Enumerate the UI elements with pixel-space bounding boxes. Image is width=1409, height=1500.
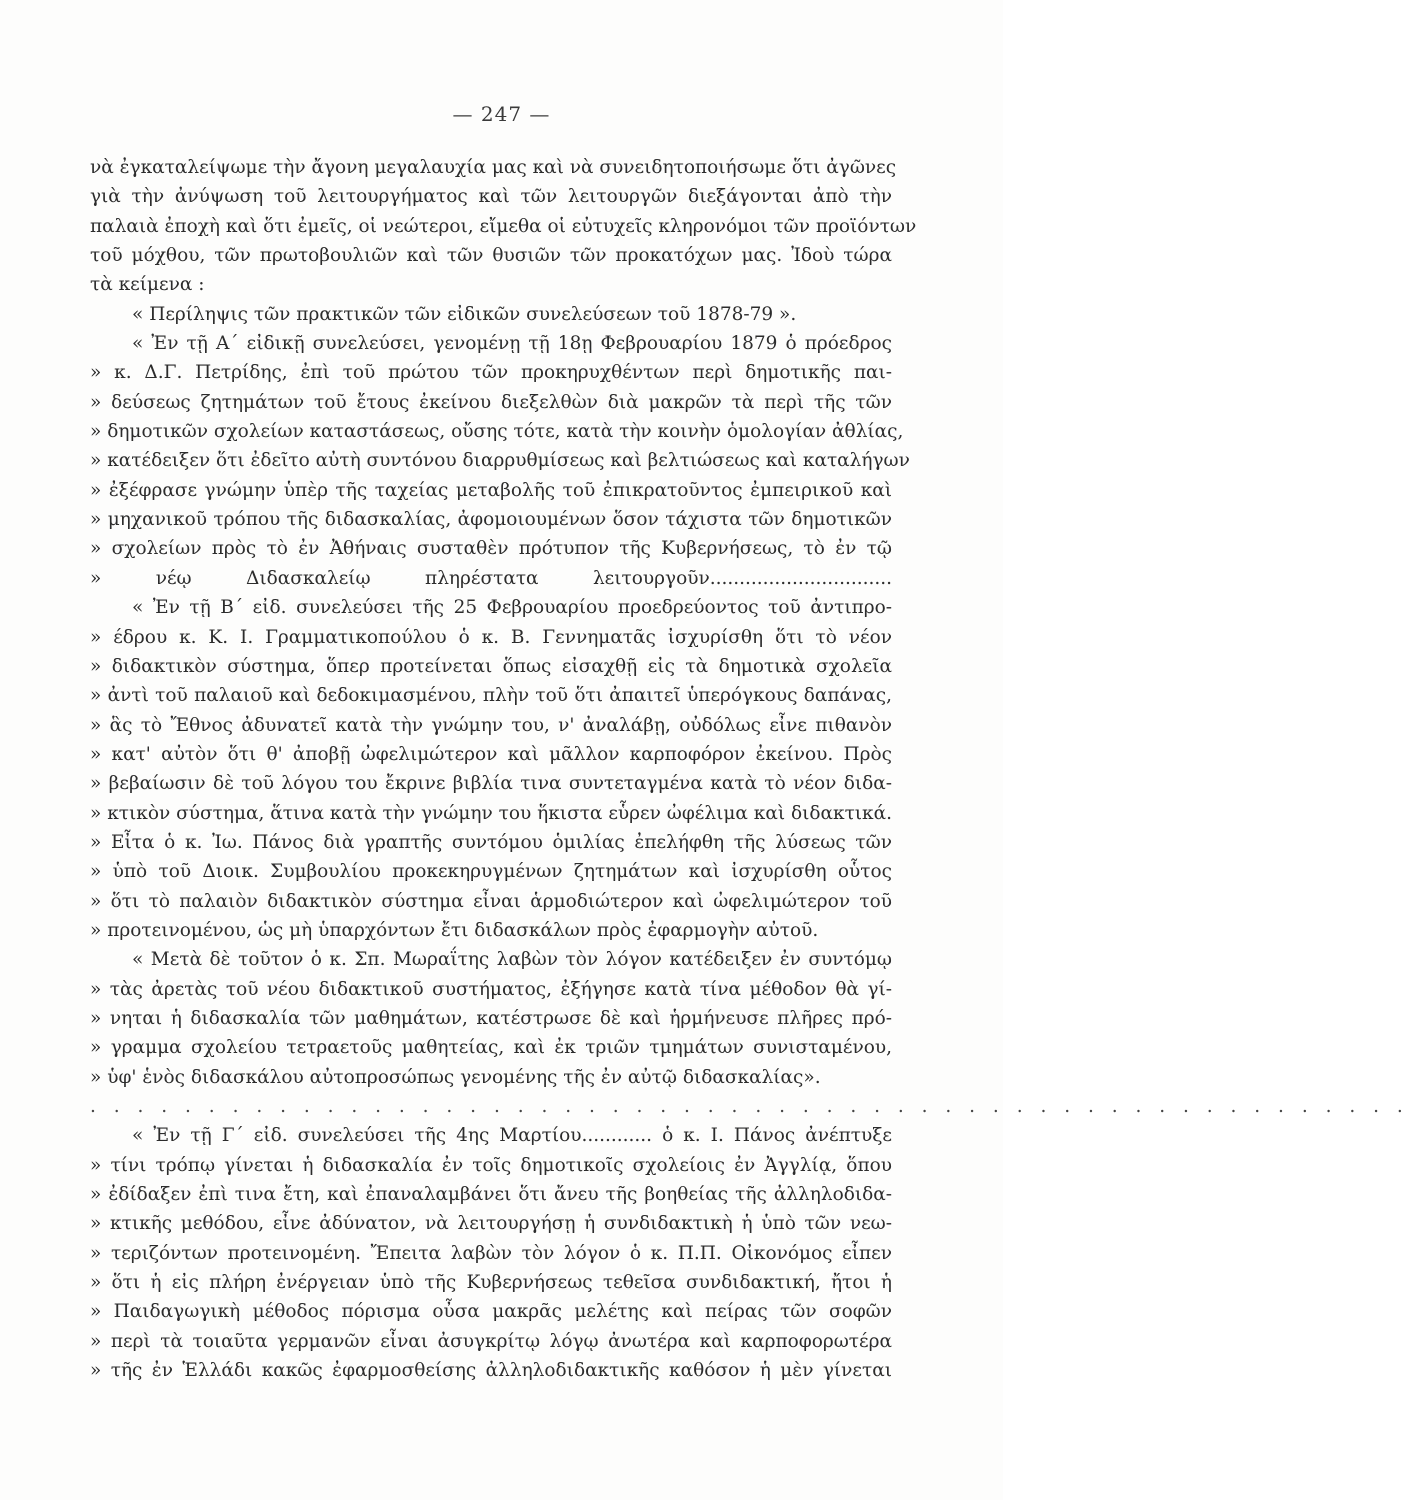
text-line: » κτικῆς μεθόδου, εἶνε ἀδύνατον, νὰ λειτουργήσῃ ἡ συνδιδακτικὴ ἡ ὑπὸ τῶν νεω- — [90, 1213, 892, 1235]
text-line: τὰ κείμενα : — [90, 274, 205, 296]
body-text — [90, 153, 1409, 1385]
text-line: » μηχανικοῦ τρόπου τῆς διδασκαλίας, ἀφομοιουμένων ὅσον τάχιστα τῶν δημοτικῶν — [90, 509, 892, 531]
text-line: » έδρου κ. Κ. Ι. Γραμματικοπούλου ὁ κ. Β. Γεννηματᾶς ἰσχυρίσθη ὅτι τὸ νέον — [90, 626, 892, 648]
text-line: « Μετὰ δὲ τοῦτον ὁ κ. Σπ. Μωραΐτης λαβὼν τὸν λόγον κατέδειξεν ἐν συντόμῳ — [132, 949, 892, 971]
text-line: » τῆς ἐν Ἑλλάδι κακῶς ἐφαρμοσθείσης ἀλληλοδιδακτικῆς καθόσον ἡ μὲν γίνεται — [90, 1360, 892, 1382]
text-line: νὰ ἐγκαταλείψωμε τὴν ἄγονη μεγαλαυχία μας καὶ νὰ συνειδητοποιήσωμε ὅτι ἀγῶνες — [90, 157, 897, 178]
text-line: » Παιδαγωγικὴ μέθοδος πόρισμα οὖσα μακρᾶς μελέτης καὶ πείρας τῶν σοφῶν — [90, 1301, 892, 1323]
text-line: παλαιὰ ἐποχὴ καὶ ὅτι ἐμεῖς, οἱ νεώτεροι, εἴμεθα οἱ εὐτυχεῖς κληρονόμοι τῶν προϊόντων — [90, 215, 917, 237]
text-line: « Ἐν τῇ Γ΄ εἰδ. συνελεύσει τῆς 4ης Μαρτίου............ ὁ κ. Ι. Πάνος ἀνέπτυξε — [132, 1125, 892, 1147]
text-line: » ὑπὸ τοῦ Διοικ. Συμβουλίου προκεκηρυγμένων ζητημάτων καὶ ἰσχυρίσθη οὗτος — [90, 861, 892, 883]
text-line: » νέῳ Διδασκαλείῳ πληρέστατα λειτουργοῦν............................... — [90, 567, 892, 589]
text-line: » τεριζόντων προτεινομένη. Ἔπειτα λαβὼν τὸν λόγον ὁ κ. Π.Π. Οἰκονόμος εἶπεν — [90, 1242, 892, 1264]
heading-line: « Περίληψις τῶν πρακτικῶν τῶν εἰδικῶν συνελεύσεων τοῦ 1878-79 ». — [132, 303, 797, 325]
text-line: « Ἐν τῇ Α΄ εἰδικῇ συνελεύσει, γενομένῃ τῇ 18ῃ Φεβρουαρίου 1879 ὁ πρόεδρος — [132, 333, 892, 355]
text-line: » κατέδειξεν ὅτι ἐδεῖτο αὐτὴ συντόνου διαρρυθμίσεως καὶ βελτιώσεως καὶ καταλήγων — [90, 450, 910, 472]
text-line: γιὰ τὴν ἀνύψωση τοῦ λειτουργήματος καὶ τῶν λειτουργῶν διεξάγονται ἀπὸ τὴν — [90, 186, 892, 208]
page-number: — 247 — — [452, 102, 551, 126]
ellipsis-separator: . . . . . . . . . . . . . . . . . . . . . . . . . . . . . . . . . . . . . . . . . . . . . . . . . . . . . . . . — [90, 1096, 1409, 1117]
text-line: » κατ' αὐτὸν ὅτι θ' ἀποβῇ ὠφελιμώτερον καὶ μᾶλλον καρποφόρον ἐκείνου. Πρὸς — [90, 743, 892, 765]
text-line: » διδακτικὸν σύστημα, ὅπερ προτείνεται ὅπως εἰσαχθῇ εἰς τὰ δημοτικὰ σχολεῖα — [90, 655, 892, 677]
text-line: » τὰς ἀρετὰς τοῦ νέου διδακτικοῦ συστήματος, ἐξήγησε κατὰ τίνα μέθοδον θὰ γί- — [90, 978, 892, 1000]
text-line: » ἐξέφρασε γνώμην ὑπὲρ τῆς ταχείας μεταβολῆς τοῦ ἐπικρατοῦντος ἐμπειρικοῦ καὶ — [90, 479, 892, 501]
text-line: « Ἐν τῇ Β΄ εἰδ. συνελεύσει τῆς 25 Φεβρουαρίου προεδρεύοντος τοῦ ἀντιπρο- — [132, 597, 892, 619]
text-line: » δημοτικῶν σχολείων καταστάσεως, οὔσης τότε, κατὰ τὴν κοινὴν ὁμολογίαν ἀθλίας, — [90, 421, 904, 443]
text-line: » ἐδίδαξεν ἐπὶ τινα ἔτη, καὶ ἐπαναλαμβάνει ὅτι ἄνευ τῆς βοηθείας τῆς ἀλληλοδιδα- — [90, 1184, 892, 1206]
text-line: τοῦ μόχθου, τῶν πρωτοβουλιῶν καὶ τῶν θυσιῶν τῶν προκατόχων μας. Ἰδοὺ τώρα — [90, 245, 892, 267]
text-line: » κτικὸν σύστημα, ἅτινα κατὰ τὴν γνώμην του ἥκιστα εὗρεν ὠφέλιμα καὶ διδακτικά. — [90, 802, 892, 824]
text-line: » βεβαίωσιν δὲ τοῦ λόγου του ἔκρινε βιβλία τινα συντεταγμένα κατὰ τὸ νέον διδα- — [90, 773, 892, 795]
text-line: » κ. Δ.Γ. Πετρίδης, ἐπὶ τοῦ πρώτου τῶν προκηρυχθέντων περὶ δημοτικῆς παι- — [90, 362, 892, 384]
text-line: » ἃς τὸ Ἔθνος ἀδυνατεῖ κατὰ τὴν γνώμην του, ν' ἀναλάβῃ, οὐδόλως εἶνε πιθανὸν — [90, 714, 892, 736]
text-line: » ὅτι τὸ παλαιὸν διδακτικὸν σύστημα εἶναι ἁρμοδιώτερον καὶ ὠφελιμώτερον τοῦ — [90, 890, 892, 912]
text-line: » περὶ τὰ τοιαῦτα γερμανῶν εἶναι ἀσυγκρίτῳ λόγῳ ἀνωτέρα καὶ καρποφορωτέρα — [90, 1330, 892, 1352]
text-line: » ἀντὶ τοῦ παλαιοῦ καὶ δεδοκιμασμένου, πλὴν τοῦ ὅτι ἀπαιτεῖ ὑπερόγκους δαπάνας, — [90, 685, 892, 707]
text-line: » σχολείων πρὸς τὸ ἐν Ἀθήναις συσταθὲν πρότυπον τῆς Κυβερνήσεως, τὸ ἐν τῷ — [90, 538, 892, 560]
text-line: » δεύσεως ζητημάτων τοῦ ἔτους ἐκείνου διεξελθὼν διὰ μακρῶν τὰ περὶ τῆς τῶν — [90, 391, 892, 413]
text-line: » προτεινομένου, ὡς μὴ ὑπαρχόντων ἔτι διδασκάλων πρὸς ἐφαρμογὴν αὐτοῦ. — [90, 919, 819, 941]
text-line: » Εἶτα ὁ κ. Ἰω. Πάνος διὰ γραπτῆς συντόμου ὁμιλίας ἐπελήφθη τῆς λύσεως τῶν — [90, 831, 892, 853]
text-line: » γραμμα σχολείου τετραετοῦς μαθητείας, καὶ ἐκ τριῶν τμημάτων συνισταμένου, — [90, 1037, 892, 1059]
text-line: » νηται ἡ διδασκαλία τῶν μαθημάτων, κατέστρωσε δὲ καὶ ἡρμήνευσε πλῆρες πρό- — [90, 1007, 892, 1029]
text-line: » ὅτι ἡ εἰς πλήρη ἐνέργειαν ὑπὸ τῆς Κυβερνήσεως τεθεῖσα συνδιδακτική, ἤτοι ἡ — [90, 1272, 892, 1294]
text-line: » ὑφ' ἑνὸς διδασκάλου αὐτοπροσώπως γενομένης τῆς ἐν αὐτῷ διδασκαλίας». — [90, 1066, 821, 1088]
text-line: » τίνι τρόπῳ γίνεται ἡ διδασκαλία ἐν τοῖς δημοτικοῖς σχολείοις ἐν Ἀγγλίᾳ, ὅπου — [90, 1154, 892, 1176]
